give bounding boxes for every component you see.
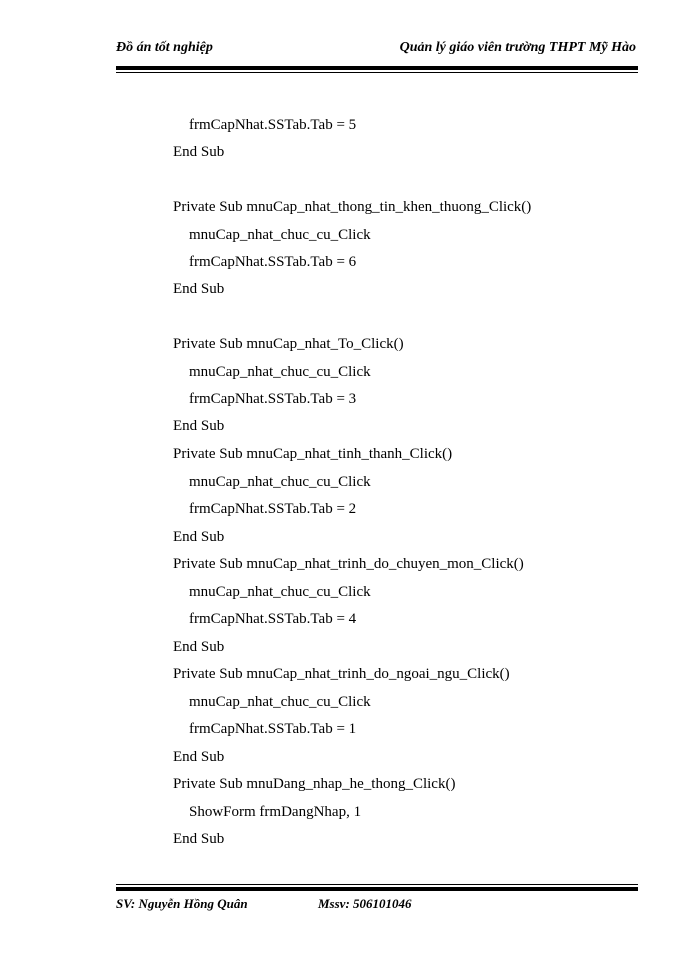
code-line: mnuCap_nhat_chuc_cu_Click: [189, 474, 371, 490]
code-line: frmCapNhat.SSTab.Tab = 6: [189, 254, 357, 270]
code-line: frmCapNhat.SSTab.Tab = 3: [189, 391, 357, 407]
code-line: Private Sub mnuCap_nhat_thong_tin_khen_thuong_Click(): [173, 199, 532, 215]
code-line: End Sub: [173, 749, 225, 765]
code-line: Private Sub mnuCap_nhat_To_Click(): [173, 336, 404, 352]
code-line: mnuCap_nhat_chuc_cu_Click: [189, 364, 371, 380]
code-line: mnuCap_nhat_chuc_cu_Click: [189, 694, 371, 710]
code-line: End Sub: [173, 529, 225, 545]
code-line: Private Sub mnuCap_nhat_trinh_do_chuyen_mon_Click(): [173, 556, 524, 572]
header-project-title: Quản lý giáo viên trường THPT Mỹ Hào: [399, 40, 636, 55]
code-line: mnuCap_nhat_chuc_cu_Click: [189, 227, 371, 243]
code-line: Private Sub mnuCap_nhat_trinh_do_ngoai_ngu_Click(): [173, 666, 510, 682]
header-rule-thin: [116, 72, 638, 73]
code-line: End Sub: [173, 639, 225, 655]
footer-student-id: Mssv: 506101046: [318, 896, 412, 911]
footer-rule-thin: [116, 884, 638, 885]
code-line: End Sub: [173, 831, 225, 847]
code-line: Private Sub mnuCap_nhat_tinh_thanh_Click(): [173, 446, 453, 462]
code-line: Private Sub mnuDang_nhap_he_thong_Click(): [173, 776, 456, 792]
code-line: End Sub: [173, 418, 225, 434]
code-line: frmCapNhat.SSTab.Tab = 2: [189, 501, 357, 517]
header-rule-thick: [116, 66, 638, 70]
code-line: End Sub: [173, 144, 225, 160]
code-line: End Sub: [173, 281, 225, 297]
header-document-type: Đồ án tốt nghiệp: [116, 40, 213, 55]
code-line: mnuCap_nhat_chuc_cu_Click: [189, 584, 371, 600]
code-line: ShowForm frmDangNhap, 1: [189, 804, 362, 820]
page-header: [116, 40, 636, 60]
footer-student-name: SV: Nguyễn Hồng Quân: [116, 896, 248, 911]
code-line: frmCapNhat.SSTab.Tab = 1: [189, 721, 357, 737]
code-line: frmCapNhat.SSTab.Tab = 5: [189, 117, 357, 133]
footer-rule-thick: [116, 887, 638, 891]
code-line: frmCapNhat.SSTab.Tab = 4: [189, 611, 357, 627]
